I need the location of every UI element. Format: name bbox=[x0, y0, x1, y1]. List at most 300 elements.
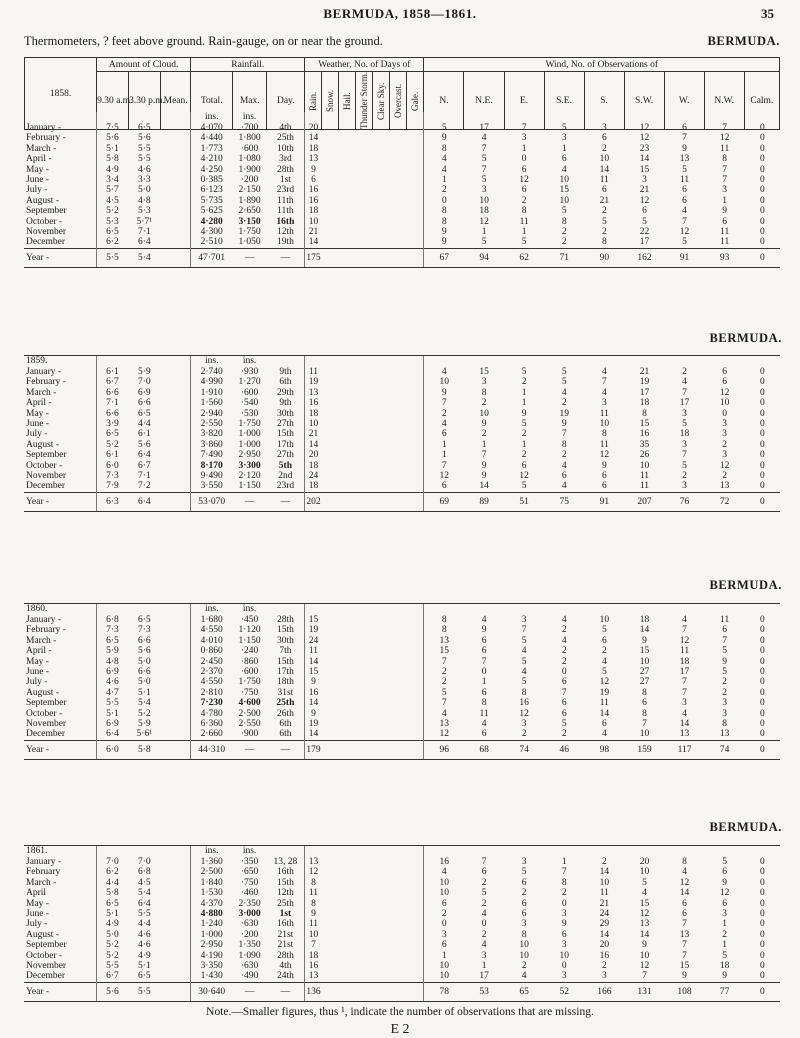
cell-ne: 89 bbox=[464, 492, 504, 511]
cell-se: 1 bbox=[561, 143, 567, 154]
table-row bbox=[24, 227, 780, 237]
cell-ne: 1 bbox=[481, 961, 487, 972]
cell-mean bbox=[160, 615, 190, 625]
cell-pm: 6·4 bbox=[137, 237, 151, 248]
cell-s: 3 bbox=[601, 971, 607, 982]
cell-month: May - bbox=[26, 656, 49, 667]
cell-pm: 7·2 bbox=[137, 481, 151, 492]
cell-calm: 0 bbox=[759, 708, 765, 719]
cell-snow bbox=[322, 899, 339, 909]
cell-e: 74 bbox=[504, 740, 544, 759]
cell-mean bbox=[160, 492, 190, 511]
cell-e: 8 bbox=[521, 929, 527, 940]
cell-calm: 0 bbox=[759, 919, 765, 930]
cell-total: 2·510 bbox=[190, 237, 232, 248]
cell-w: 7 bbox=[682, 950, 687, 961]
cell-s: 2 bbox=[601, 646, 607, 657]
cell-se: 7 bbox=[561, 867, 567, 878]
cell-day: 5th bbox=[278, 460, 292, 471]
cell-calm: 0 bbox=[759, 439, 765, 450]
cell-hail bbox=[339, 227, 356, 237]
cell-sw: 19 bbox=[639, 377, 650, 388]
cell-calm: 0 bbox=[745, 248, 780, 267]
cell-calm: 0 bbox=[759, 867, 765, 878]
cell-w: 5 bbox=[682, 164, 687, 175]
cell-max: 1·800 bbox=[238, 133, 261, 144]
cell-sw: 6 bbox=[642, 206, 647, 217]
cell-day: 15th bbox=[276, 656, 294, 667]
cell-max: 1·080 bbox=[238, 154, 261, 165]
cell-s: 16 bbox=[599, 950, 610, 961]
table-row bbox=[24, 646, 780, 656]
cell-month: Year - bbox=[24, 492, 96, 511]
cell-s: 5 bbox=[601, 625, 607, 636]
cell-sw: 10 bbox=[639, 867, 650, 878]
cell-am: 6·1 bbox=[96, 367, 128, 377]
cell-total: 47·701 bbox=[190, 248, 232, 267]
cell-rain: 16 bbox=[305, 398, 322, 408]
cell-thunder bbox=[356, 440, 373, 450]
cell-hail bbox=[339, 440, 356, 450]
cell-w: 12 bbox=[679, 877, 690, 888]
cell-month: February - bbox=[26, 133, 66, 144]
cell-am: 5·9 bbox=[96, 646, 128, 656]
cell-nw: 2 bbox=[722, 929, 727, 940]
cell-snow bbox=[322, 971, 339, 982]
cell-s: 6 bbox=[601, 133, 607, 144]
year-header: 1858. bbox=[25, 58, 97, 130]
cell-total: 3·860 bbox=[190, 440, 232, 450]
cell-snow bbox=[322, 719, 339, 729]
cell-ne: 9 bbox=[481, 419, 487, 430]
section-station-label: BERMUDA. bbox=[709, 331, 782, 345]
cell-calm: 0 bbox=[759, 971, 765, 982]
cell-nw: 8 bbox=[722, 154, 727, 165]
cell-n: 1 bbox=[424, 175, 464, 185]
cell-rain: 13 bbox=[305, 971, 322, 982]
cell-nw: 77 bbox=[705, 982, 745, 1001]
cell-ne: 68 bbox=[464, 740, 504, 759]
cell-mean bbox=[160, 857, 190, 867]
cell-se: 52 bbox=[544, 982, 584, 1001]
cell-clear bbox=[373, 492, 390, 511]
cell-am: 7·3 bbox=[96, 625, 128, 635]
cell-day: 23rd bbox=[276, 185, 295, 196]
cell-s: 2 bbox=[601, 961, 607, 972]
cell-snow bbox=[322, 878, 339, 888]
cell-overcast bbox=[390, 429, 407, 439]
cell-mean bbox=[160, 367, 190, 377]
cell-n: 5 bbox=[424, 688, 464, 698]
cell-overcast bbox=[390, 409, 407, 419]
cell-hail bbox=[339, 377, 356, 387]
cell-pm: 5·3 bbox=[137, 206, 151, 217]
cell-nw: 3 bbox=[722, 909, 727, 920]
cell-n: 1 bbox=[424, 951, 464, 961]
cell-mean bbox=[160, 481, 190, 492]
cell-gale bbox=[407, 367, 424, 377]
cell-sw: 27 bbox=[639, 677, 650, 688]
cell-calm: 0 bbox=[759, 460, 765, 471]
table-row bbox=[24, 440, 780, 450]
cell-snow bbox=[322, 857, 339, 867]
cell-thunder bbox=[356, 206, 373, 216]
cell-e: 5 bbox=[521, 635, 527, 646]
cell-total: 4·010 bbox=[190, 636, 232, 646]
table-row bbox=[24, 677, 780, 687]
cell-clear bbox=[373, 461, 390, 471]
cell-mean bbox=[160, 919, 190, 929]
cell-w: 15 bbox=[679, 961, 690, 972]
cell-day: 30th bbox=[276, 635, 294, 646]
cell-mean bbox=[160, 123, 190, 133]
cell-month: January - bbox=[26, 367, 62, 377]
cell-overcast bbox=[390, 646, 407, 656]
cell-n: 4 bbox=[424, 867, 464, 877]
cell-s: 10 bbox=[599, 877, 610, 888]
cell-thunder bbox=[356, 857, 373, 867]
cell-overcast bbox=[390, 388, 407, 398]
cell-n: 13 bbox=[424, 636, 464, 646]
cell-pm: 5·4 bbox=[137, 888, 151, 899]
cell-am: 6·3 bbox=[96, 492, 128, 511]
cell-se: 9 bbox=[561, 419, 567, 430]
cell-clear bbox=[373, 867, 390, 877]
cell-pm: 6·6 bbox=[137, 635, 151, 646]
cell-s: 20 bbox=[599, 940, 610, 951]
cell-pm: 5·4 bbox=[137, 698, 151, 709]
cell-e: 1 bbox=[521, 439, 527, 450]
cell-w: 2 bbox=[682, 471, 687, 482]
cell-day: 6th bbox=[279, 377, 292, 388]
cell-overcast bbox=[390, 677, 407, 687]
cell-day: 9th bbox=[279, 398, 292, 409]
cell-clear bbox=[373, 471, 390, 481]
cell-e: 2 bbox=[521, 888, 527, 899]
cell-mean bbox=[160, 450, 190, 460]
cell-w: 17 bbox=[679, 398, 690, 409]
cell-pm: 6·1 bbox=[137, 429, 151, 440]
cell-thunder bbox=[356, 227, 373, 237]
cell-e: 11 bbox=[519, 216, 529, 227]
cell-nw: 13 bbox=[719, 729, 730, 740]
cell-ne: 14 bbox=[479, 481, 489, 492]
cell-am: 6·2 bbox=[96, 867, 128, 877]
cell-e: 16 bbox=[519, 698, 529, 709]
cell-am: 5·6 bbox=[96, 133, 128, 143]
cell-rain: 18 bbox=[305, 461, 322, 471]
cell-mean bbox=[160, 206, 190, 216]
cell-gale bbox=[407, 471, 424, 481]
station-name: BERMUDA. bbox=[707, 34, 780, 48]
cell-w: 8 bbox=[682, 857, 687, 867]
cell-n: 7 bbox=[424, 657, 464, 667]
cell-nw: 5 bbox=[722, 950, 727, 961]
cell-clear bbox=[373, 440, 390, 450]
cell-ne: 8 bbox=[481, 387, 487, 398]
cell-snow bbox=[322, 951, 339, 961]
cell-rain: 18 bbox=[305, 951, 322, 961]
cell-nw: 1 bbox=[722, 195, 727, 206]
cell-sw: 10 bbox=[639, 729, 650, 740]
table-row bbox=[24, 388, 780, 398]
s-header: S. bbox=[584, 72, 624, 130]
table-row bbox=[24, 144, 780, 154]
table-row bbox=[24, 398, 780, 408]
cell-overcast bbox=[390, 450, 407, 460]
cell-e: 10 bbox=[519, 950, 529, 961]
cell-calm: 0 bbox=[759, 481, 765, 492]
cell-month: October - bbox=[26, 460, 63, 471]
cell-mean bbox=[160, 930, 190, 940]
table-row bbox=[24, 377, 780, 387]
cell-s: 2 bbox=[601, 206, 607, 217]
mean-header: Mean. bbox=[161, 72, 191, 130]
cell-am: 5·2 bbox=[96, 206, 128, 216]
cell-nw: 9 bbox=[722, 877, 727, 888]
cell-thunder bbox=[356, 709, 373, 719]
cell-rain: 13 bbox=[305, 388, 322, 398]
cell-gale bbox=[407, 377, 424, 387]
table-row bbox=[24, 185, 780, 195]
cell-w: 7 bbox=[682, 387, 687, 398]
cell-sw: 9 bbox=[642, 940, 647, 951]
table-row bbox=[24, 857, 780, 867]
signature-mark: E 2 bbox=[390, 1022, 410, 1037]
cell-se: 4 bbox=[561, 635, 567, 646]
cell-hail bbox=[339, 398, 356, 408]
cell-nw: 11 bbox=[720, 227, 730, 238]
cell-month: December bbox=[26, 971, 66, 982]
cell-overcast bbox=[390, 667, 407, 677]
cell-hail bbox=[339, 636, 356, 646]
cell-sw: 17 bbox=[639, 387, 650, 398]
cell-ne: 4 bbox=[481, 940, 487, 951]
cell-ne: 4 bbox=[481, 719, 487, 730]
cell-clear bbox=[373, 388, 390, 398]
table-subheader bbox=[24, 34, 780, 50]
cell-total: 2·660 bbox=[190, 729, 232, 740]
cell-month: March - bbox=[26, 143, 57, 154]
cell-clear bbox=[373, 185, 390, 195]
cell-thunder bbox=[356, 909, 373, 919]
cell-hail bbox=[339, 857, 356, 867]
cell-s: 4 bbox=[601, 656, 607, 667]
cell-pm: 5·0 bbox=[137, 656, 151, 667]
cell-ne: 8 bbox=[481, 698, 487, 709]
cell-overcast bbox=[390, 636, 407, 646]
cell-mean bbox=[160, 165, 190, 175]
cell-thunder bbox=[356, 154, 373, 164]
cell-sw: 14 bbox=[639, 929, 650, 940]
cell-w: 6 bbox=[682, 909, 687, 920]
cell-gale bbox=[407, 857, 424, 867]
cell-e: 2 bbox=[521, 729, 527, 740]
cell-total: 30·640 bbox=[190, 982, 232, 1001]
cell-clear bbox=[373, 419, 390, 429]
cell-pm: 5·5 bbox=[128, 982, 160, 1001]
cell-clear bbox=[373, 237, 390, 248]
cell-mean bbox=[160, 227, 190, 237]
cell-nw: 11 bbox=[720, 237, 730, 248]
cell-snow bbox=[322, 440, 339, 450]
cell-am: 5·8 bbox=[96, 154, 128, 164]
cell-max: ·450 bbox=[240, 615, 259, 625]
cell-calm: 0 bbox=[759, 154, 765, 165]
cell-rain: 10 bbox=[305, 930, 322, 940]
cell-month: November bbox=[26, 719, 67, 730]
cell-pm: 5·6¹ bbox=[136, 729, 153, 740]
cell-s: 10 bbox=[599, 615, 610, 625]
cell-mean bbox=[160, 625, 190, 635]
cell-calm: 0 bbox=[759, 646, 765, 657]
cell-max: ·200 bbox=[240, 175, 259, 186]
cell-total: 4·190 bbox=[190, 951, 232, 961]
cell-se: 4 bbox=[561, 615, 567, 625]
cell-mean bbox=[160, 636, 190, 646]
cell-thunder bbox=[356, 878, 373, 888]
cell-day: 19th bbox=[276, 237, 294, 248]
cell-n: 5 bbox=[424, 123, 464, 133]
cell-total: 2·550 bbox=[190, 419, 232, 429]
cell-w: 3 bbox=[682, 481, 687, 492]
cell-day: 25th bbox=[276, 133, 294, 144]
cell-clear bbox=[373, 398, 390, 408]
cell-total: 5·735 bbox=[190, 196, 232, 206]
cell-se: 2 bbox=[561, 227, 567, 238]
cell-w: 76 bbox=[664, 492, 704, 511]
cell-snow bbox=[322, 144, 339, 154]
cell-pm: 4·6 bbox=[137, 940, 151, 951]
cell-overcast bbox=[390, 227, 407, 237]
cell-n: 6 bbox=[424, 940, 464, 950]
cell-s: 19 bbox=[599, 687, 610, 698]
cell-am: 6·6 bbox=[96, 409, 128, 419]
cell-w: 7 bbox=[682, 687, 687, 698]
cell-n: 13 bbox=[424, 719, 464, 729]
cell-total: 2·450 bbox=[190, 657, 232, 667]
cell-se: 3 bbox=[561, 940, 567, 951]
cell-snow bbox=[322, 471, 339, 481]
cell-sw: 12 bbox=[639, 123, 650, 133]
cell-se: 5 bbox=[561, 367, 567, 377]
cell-day: 25th bbox=[276, 698, 295, 709]
cell-calm: 0 bbox=[759, 164, 765, 175]
cell-nw: 13 bbox=[719, 481, 730, 492]
cell-pm: 6·5 bbox=[137, 123, 151, 133]
cell-pm: 4·4 bbox=[137, 419, 151, 430]
cell-clear bbox=[373, 206, 390, 216]
cell-overcast bbox=[390, 971, 407, 982]
cell-snow bbox=[322, 398, 339, 408]
cell-am: 7·0 bbox=[96, 857, 128, 867]
cell-mean bbox=[160, 237, 190, 248]
cell-thunder bbox=[356, 729, 373, 740]
cell-pm: 4·6 bbox=[137, 164, 151, 175]
cell-s: 10 bbox=[599, 154, 610, 165]
cell-pm: 5·9 bbox=[137, 719, 151, 730]
year-total-row bbox=[24, 982, 780, 1001]
cell-overcast bbox=[390, 196, 407, 206]
cell-mean bbox=[160, 133, 190, 143]
cell-mean bbox=[160, 909, 190, 919]
cell-snow bbox=[322, 367, 339, 377]
cell-se: 2 bbox=[561, 656, 567, 667]
cell-day: 28th bbox=[276, 950, 294, 961]
cell-am: 4·4 bbox=[96, 878, 128, 888]
cell-day: 15th bbox=[276, 625, 294, 636]
cell-max: ·650 bbox=[240, 867, 259, 878]
cell-e: 65 bbox=[504, 982, 544, 1001]
cell-month: June - bbox=[26, 175, 49, 186]
cell-w: 13 bbox=[679, 154, 690, 165]
cell-se: 2 bbox=[561, 729, 567, 740]
cell-nw: 3 bbox=[722, 708, 727, 719]
cell-mean bbox=[160, 429, 190, 439]
cell-max: ·900 bbox=[240, 729, 259, 740]
cell-s: 4 bbox=[601, 387, 607, 398]
cell-w: 4 bbox=[682, 377, 687, 388]
cell-nw: 11 bbox=[720, 143, 730, 154]
cell-w: 108 bbox=[664, 982, 704, 1001]
instrument-note: Thermometers, ? feet above ground. Rain-gauge, on or near the ground. bbox=[24, 34, 383, 48]
cell-snow bbox=[322, 227, 339, 237]
cell-thunder bbox=[356, 248, 373, 267]
cell-am: 4·7 bbox=[96, 688, 128, 698]
cell-gale bbox=[407, 740, 424, 759]
cell-max: 2·550 bbox=[238, 719, 261, 730]
cell-pm: 4·6 bbox=[137, 929, 151, 940]
cell-n: 9 bbox=[424, 237, 464, 248]
max-header: Max. bbox=[233, 72, 267, 130]
table-row bbox=[24, 367, 780, 377]
cell-snow bbox=[322, 909, 339, 919]
cell-w: 4 bbox=[682, 206, 687, 217]
table-row bbox=[24, 154, 780, 164]
thunder-header: Thunder Storm. bbox=[356, 72, 373, 130]
cell-ne: 10 bbox=[479, 195, 489, 206]
cell-snow bbox=[322, 919, 339, 929]
cell-day: 17th bbox=[276, 439, 294, 450]
cell-calm: 0 bbox=[745, 492, 780, 511]
wind-group-header: Wind, No. of Observations of bbox=[424, 58, 780, 72]
cell-se: 10 bbox=[559, 175, 569, 186]
table-row bbox=[24, 471, 780, 481]
cell-month: January - bbox=[26, 857, 62, 867]
cell-hail bbox=[339, 867, 356, 877]
cell-s: 21 bbox=[599, 195, 610, 206]
cell-calm: 0 bbox=[759, 143, 765, 154]
cell-overcast bbox=[390, 615, 407, 625]
cell-gale bbox=[407, 206, 424, 216]
cell-am: 5·1 bbox=[96, 709, 128, 719]
cell-total: 53·070 bbox=[190, 492, 232, 511]
cell-thunder bbox=[356, 419, 373, 429]
cell-total: 44·310 bbox=[190, 740, 232, 759]
cell-s: 6 bbox=[601, 481, 607, 492]
cell-mean bbox=[160, 961, 190, 971]
cell-w: 3 bbox=[682, 408, 687, 419]
cell-thunder bbox=[356, 377, 373, 387]
cell-thunder bbox=[356, 185, 373, 195]
table-row bbox=[24, 951, 780, 961]
cell-hail bbox=[339, 615, 356, 625]
cell-overcast bbox=[390, 185, 407, 195]
cell-total: 4·370 bbox=[190, 899, 232, 909]
table-row bbox=[24, 940, 780, 950]
cell-overcast bbox=[390, 440, 407, 450]
cell-am: 7·9 bbox=[96, 481, 128, 492]
